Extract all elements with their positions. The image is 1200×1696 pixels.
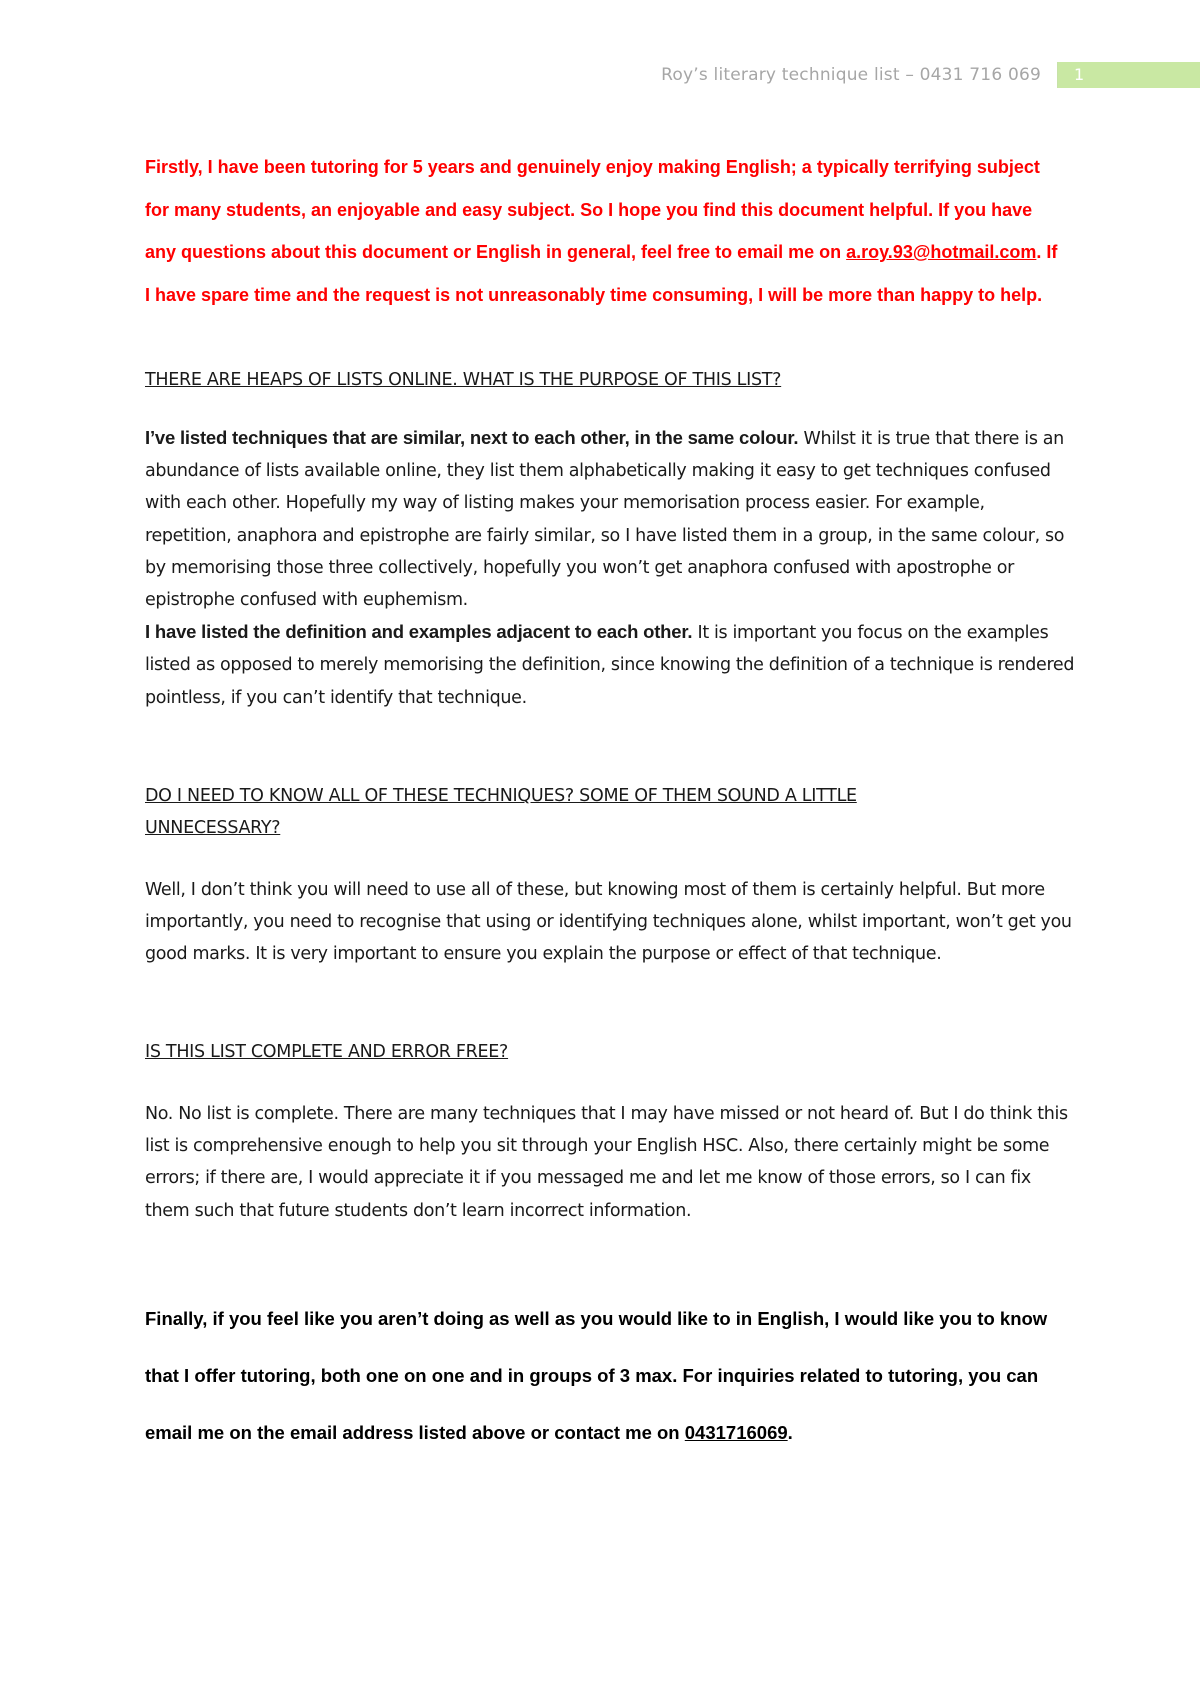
purpose-bold-2: I have listed the definition and examples adjacent to each other. xyxy=(145,621,693,643)
page-header xyxy=(661,62,1200,88)
intro-paragraph xyxy=(145,146,1065,316)
page-number: 1 xyxy=(1058,62,1200,88)
section-heading-need: DO I NEED TO KNOW ALL OF THESE TECHNIQUES? SOME OF THEM SOUND A LITTLE UNNECESSARY? xyxy=(145,786,857,838)
closing-text: Finally, if you feel like you aren’t doing as well as you would like to in English, I would like you to know that I offer tutoring, both one on one and in groups of 3 max. For inquiries related to tutoring, you can email me on the email address listed above or contact me on xyxy=(145,1308,1048,1443)
need-paragraph: Well, I don’t think you will need to use all of these, but knowing most of them is certainly helpful. But more importantly, you need to recognise that using or identifying techniques alone, whilst important, won’t get you good marks. It is very important to ensure you explain the purpose or effect of that technique. xyxy=(145,880,1072,965)
purpose-bold-1: I’ve listed techniques that are similar, next to each other, in the same colour. xyxy=(145,427,799,448)
phone-link[interactable]: 0431716069 xyxy=(684,1422,788,1443)
purpose-text-1: Whilst it is true that there is an abundance of lists available online, they list them alphabetically making it easy to get techniques confused with each other. Hopefully my way of listing makes your memorisation process easier. For example, repetition, anaphora and epistrophe are fairly similar, so I have listed them in a group, in the same colour, so by memorising those three collectively, hopefully you won’t get anaphora confused with apostrophe or epistrophe confused with euphemism. xyxy=(145,429,1065,611)
section-heading-purpose: THERE ARE HEAPS OF LISTS ONLINE. WHAT IS THE PURPOSE OF THIS LIST? xyxy=(145,370,782,390)
header-title: Roy’s literary technique list – 0431 716 069 xyxy=(661,62,1058,88)
complete-paragraph: No. No list is complete. There are many techniques that I may have missed or not heard of. But I do think this list is comprehensive enough to help you sit through your English HSC. Also, there certainly might be some errors; if there are, I would appreciate it if you messaged me and let me know of those errors, so I can fix them such that future students don’t learn incorrect information. xyxy=(145,1104,1068,1221)
purpose-text-2: It is important you focus on the examples listed as opposed to merely memorising the definition, since knowing the definition of a technique is rendered pointless, if you can’t identify that technique. xyxy=(145,623,1075,708)
section-heading-complete: IS THIS LIST COMPLETE AND ERROR FREE? xyxy=(145,1042,509,1062)
intro-text-part2: . If I have spare time and the request is not unreasonably time consuming, I will be more than happy to help. xyxy=(145,242,1058,305)
email-link[interactable]: a.roy.93@hotmail.com xyxy=(846,242,1037,262)
intro-text-part1: Firstly, I have been tutoring for 5 years and genuinely enjoy making English; a typically terrifying subject for many students, an enjoyable and easy subject. So I hope you find this document helpful. If you have any questions about this document or English in general, feel free to email me on xyxy=(145,157,1040,262)
purpose-paragraph xyxy=(145,422,1075,714)
closing-paragraph xyxy=(145,1290,1075,1461)
closing-end: . xyxy=(787,1422,793,1443)
